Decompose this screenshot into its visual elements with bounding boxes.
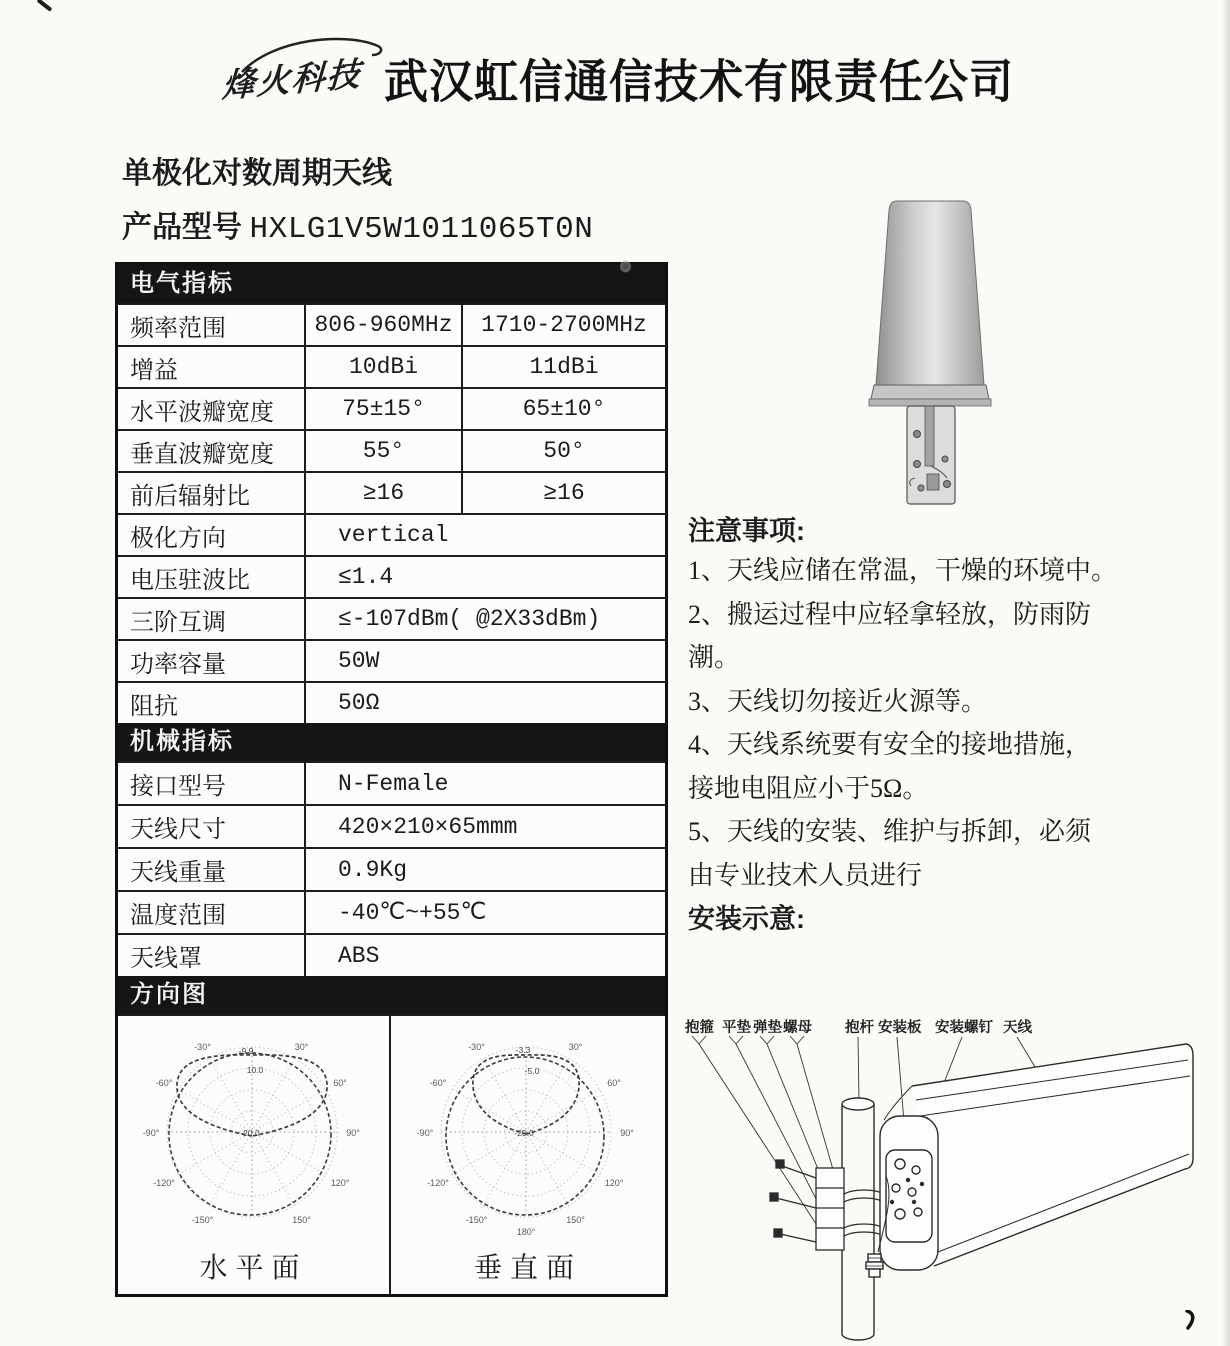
radome-lip <box>869 399 991 406</box>
install-diagram <box>672 1016 1230 1346</box>
table-row <box>118 761 665 804</box>
svg-text:60°: 60° <box>607 1078 621 1088</box>
row-label: 极化方向 <box>118 515 306 555</box>
table-row <box>118 471 665 513</box>
bolt-head <box>770 1193 778 1201</box>
row-label: 增益 <box>118 347 306 387</box>
notes-list <box>688 549 1230 897</box>
radome-rim <box>871 385 989 399</box>
pattern-caption: 垂直面 <box>473 1253 582 1284</box>
note-line: 潮。 <box>688 643 741 672</box>
scan-artifact-mark <box>37 0 53 12</box>
svg-text:-60°: -60° <box>429 1078 447 1088</box>
section-header-mechanical: 机械指标 <box>118 723 665 761</box>
pattern-cell-vertical <box>391 1016 665 1294</box>
row-label: 温度范围 <box>118 892 306 933</box>
note-line: 4、天线系统要有安全的接地措施， <box>688 730 1092 759</box>
row-value-low-band: 10dBi <box>306 347 463 387</box>
antenna-photo <box>835 188 1025 518</box>
row-value-low-band: 75±15° <box>306 389 463 429</box>
table-row <box>118 597 665 639</box>
note-line: 由专业技术人员进行 <box>688 860 923 890</box>
svg-text:-120°: -120° <box>427 1178 449 1188</box>
bolt <box>942 456 948 462</box>
install-label: 抱箍 <box>685 1020 714 1036</box>
spec-table <box>115 262 668 1297</box>
notes-heading: 注意事项: <box>688 516 805 546</box>
u-bolt <box>844 1232 884 1236</box>
db-value-labels <box>514 1045 539 1138</box>
note-line: 接地电阻应小于5Ω。 <box>688 773 929 803</box>
svg-text:-25.0: -25.0 <box>514 1128 534 1138</box>
row-label: 天线罩 <box>118 935 306 976</box>
svg-text:30°: 30° <box>568 1042 583 1052</box>
polar-plot-vertical <box>393 1018 663 1250</box>
row-value: 0.9Kg <box>338 856 408 883</box>
row-label: 天线尺寸 <box>118 806 306 847</box>
row-value: 420×210×65mmm <box>338 813 518 840</box>
note-line: 2、搬运过程中应轻拿轻放，防雨防 <box>688 599 1092 629</box>
row-label: 前后辐射比 <box>118 473 306 513</box>
install-label: 天线 <box>1003 1020 1032 1036</box>
svg-text:-3.3: -3.3 <box>515 1045 531 1055</box>
svg-text:-5.0: -5.0 <box>524 1066 540 1076</box>
table-row <box>118 429 665 471</box>
svg-text:-120°: -120° <box>152 1178 175 1188</box>
svg-text:-30°: -30° <box>193 1042 211 1052</box>
row-label: 垂直波瓣宽度 <box>118 431 306 471</box>
polar-plot-horizontal <box>119 1018 389 1250</box>
table-row <box>118 555 665 597</box>
section-header-pattern: 方向图 <box>118 976 665 1014</box>
bolt <box>918 485 924 491</box>
mounting-bracket <box>907 406 955 504</box>
db-value-labels <box>238 1046 263 1138</box>
row-value: ≤1.4 <box>338 564 394 590</box>
install-label: 安装螺钉 <box>935 1020 993 1036</box>
bolt <box>914 431 921 438</box>
row-value: ≤-107dBm( @2X33dBm) <box>338 606 601 632</box>
row-label: 水平波瓣宽度 <box>118 389 306 429</box>
row-label: 三阶互调 <box>118 599 306 639</box>
install-label: 抱杆 <box>845 1020 874 1036</box>
row-value-high-band: ≥16 <box>543 480 585 506</box>
section-header-electrical: 电气指标 <box>118 265 665 303</box>
bolt <box>914 461 921 468</box>
table-row <box>118 804 665 847</box>
svg-text:-20.0: -20.0 <box>239 1128 260 1138</box>
install-label: 螺母 <box>783 1020 812 1036</box>
row-value-low-band: 55° <box>306 431 463 471</box>
svg-text:10.0: 10.0 <box>246 1065 263 1075</box>
u-bolt <box>844 1198 884 1202</box>
antenna-radome <box>869 201 991 406</box>
svg-text:150°: 150° <box>291 1215 311 1225</box>
svg-text:-90°: -90° <box>142 1128 159 1138</box>
svg-text:150°: 150° <box>566 1215 585 1225</box>
row-value: -40℃~+55℃ <box>338 900 487 926</box>
svg-text:180°: 180° <box>516 1227 536 1237</box>
pole-clamp <box>770 1160 884 1250</box>
row-value: N-Female <box>338 770 449 797</box>
row-label: 功率容量 <box>118 641 306 681</box>
svg-text:90°: 90° <box>345 1128 360 1138</box>
row-value-low-band: ≥16 <box>306 473 463 513</box>
table-row <box>118 681 665 723</box>
product-title: 单极化对数周期天线 <box>122 157 392 190</box>
u-bolt <box>844 1190 884 1194</box>
pattern-cell-horizontal <box>118 1016 391 1294</box>
bracket-rod <box>925 406 934 466</box>
bolt-head <box>774 1229 782 1237</box>
u-bolt <box>844 1224 884 1228</box>
install-label: 平垫 <box>722 1020 751 1036</box>
row-label: 接口型号 <box>118 763 306 804</box>
bolt-head <box>776 1160 784 1168</box>
install-label: 弹垫 <box>753 1020 782 1036</box>
install-labels <box>684 1018 1032 1036</box>
row-value-low-band: 806-960MHz <box>306 305 463 345</box>
n-connector <box>869 1269 880 1277</box>
row-value: vertical <box>338 522 449 548</box>
svg-text:-60°: -60° <box>155 1078 172 1088</box>
row-label: 阻抗 <box>118 683 306 723</box>
product-model-line <box>122 202 593 247</box>
company-name: 武汉虹信通信技术有限责任公司 <box>384 56 1014 109</box>
company-logo: 烽火科技 <box>221 56 363 106</box>
svg-text:-9.9: -9.9 <box>238 1046 253 1056</box>
row-label: 电压驻波比 <box>118 557 306 597</box>
row-value-high-band: 65±10° <box>522 396 606 422</box>
row-value-high-band: 11dBi <box>529 354 599 380</box>
svg-text:-90°: -90° <box>416 1128 434 1138</box>
install-heading: 安装示意: <box>688 904 805 934</box>
row-label: 天线重量 <box>118 849 306 890</box>
table-row <box>118 513 665 555</box>
table-row <box>118 933 665 976</box>
row-value: 50Ω <box>338 690 380 716</box>
note-line: 1、天线应储在常温，干燥的环境中。 <box>688 556 1118 585</box>
install-label: 安装板 <box>878 1020 922 1036</box>
scan-artifact-smudge <box>620 260 631 273</box>
svg-text:90°: 90° <box>620 1128 634 1138</box>
table-row <box>118 639 665 681</box>
pole <box>842 1098 874 1340</box>
table-row <box>118 345 665 387</box>
pattern-caption: 水平面 <box>199 1253 308 1284</box>
scan-edge-shadow <box>1221 0 1230 1346</box>
svg-text:120°: 120° <box>330 1178 349 1188</box>
svg-text:120°: 120° <box>604 1178 624 1188</box>
model-label: 产品型号 <box>122 211 242 244</box>
svg-text:-150°: -150° <box>191 1215 213 1225</box>
row-label: 频率范围 <box>118 305 306 345</box>
table-row <box>118 890 665 933</box>
svg-text:30°: 30° <box>294 1042 308 1052</box>
table-row <box>118 387 665 429</box>
scan-artifact-comma <box>1183 1310 1197 1330</box>
bolt <box>944 481 951 488</box>
table-row <box>118 847 665 890</box>
row-value-high-band: 50° <box>543 438 585 464</box>
row-value-high-band: 1710-2700MHz <box>481 312 647 338</box>
svg-text:-150°: -150° <box>465 1215 488 1225</box>
row-value: ABS <box>338 942 380 969</box>
table-row <box>118 303 665 345</box>
svg-text:60°: 60° <box>332 1078 347 1088</box>
antenna-body <box>866 1044 1193 1277</box>
connector <box>927 474 939 490</box>
note-line: 3、天线切勿接近火源等。 <box>688 686 988 716</box>
pattern-row <box>118 1014 665 1294</box>
n-connector <box>866 1262 883 1269</box>
row-value: 50W <box>338 648 380 674</box>
svg-text:-30°: -30° <box>468 1042 485 1052</box>
model-value: HXLG1V5W1011065T0N <box>249 212 594 247</box>
note-line: 5、天线的安装、维护与拆卸，必须 <box>688 817 1092 846</box>
